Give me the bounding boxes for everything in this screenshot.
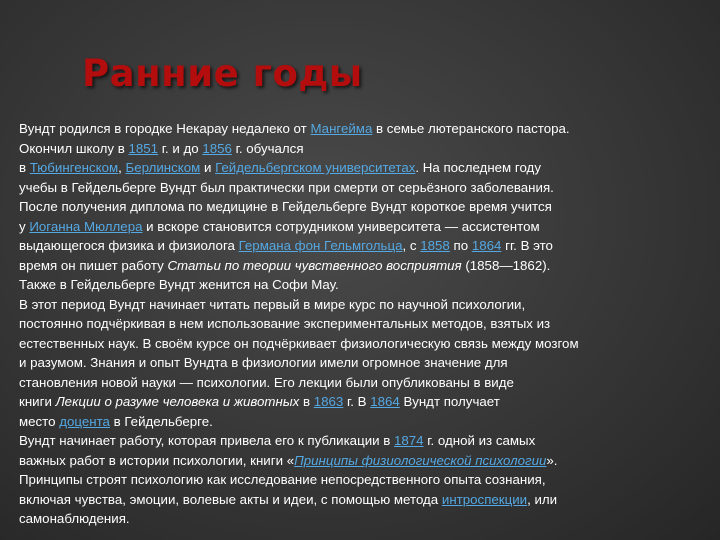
hyperlink[interactable]: Гейдельбергском университетах xyxy=(215,160,416,175)
body-text: г. В xyxy=(343,394,371,409)
body-text: г. и до xyxy=(158,140,203,156)
body-text: в Гейдельберге. xyxy=(109,413,213,429)
hyperlink[interactable]: 1874 xyxy=(394,433,424,448)
paragraph xyxy=(19,119,719,295)
hyperlink[interactable]: 1851 xyxy=(128,140,159,156)
body-text: по xyxy=(449,238,472,253)
body-text: , или самонаблюдения. xyxy=(19,491,558,526)
paragraph xyxy=(19,295,719,432)
body-text: г. одной из самых важных работ в истории психологии, книги « xyxy=(19,433,536,468)
hyperlink[interactable]: Берлинском xyxy=(125,160,201,175)
body-text: в семье лютеранского пастора. Окончил школу в xyxy=(19,121,570,156)
hyperlink[interactable]: 1856 xyxy=(202,140,232,156)
italic-title-text: Лекции о разуме человека и животных xyxy=(55,394,300,409)
body-text: , с xyxy=(402,238,421,253)
hyperlink[interactable]: Тюбингенском xyxy=(29,160,119,175)
body-text: Вундт начинает работу, которая привела его к публикации в xyxy=(19,433,394,448)
hyperlink[interactable]: Принципы физиологической психологии xyxy=(294,452,547,468)
hyperlink[interactable]: Германа фон Гельмгольца xyxy=(238,238,403,253)
body-text: . На последнем году учебы в Гейдельберге Вундт был практически при смерти от серьёзного заболевания. После получения диплома по медицине в Гейдельберге Вундт короткое время учится у xyxy=(19,160,554,234)
hyperlink[interactable]: 1864 xyxy=(370,394,400,409)
slide-title: Ранние годы xyxy=(82,52,363,95)
body-text: гг. В это время он пишет работу xyxy=(19,238,553,273)
hyperlink[interactable]: 1864 xyxy=(471,238,502,253)
hyperlink[interactable]: интроспекции xyxy=(441,491,528,507)
hyperlink[interactable]: Иоганна Мюллера xyxy=(29,218,143,234)
body-text: , xyxy=(118,160,126,175)
slide-body xyxy=(19,119,719,529)
body-text: и xyxy=(200,160,216,175)
body-text: г. обучался в xyxy=(19,140,304,175)
italic-title-text: Статьи по теории чувственного восприятия xyxy=(167,257,462,273)
paragraph xyxy=(19,431,719,529)
body-text: Вундт получает место xyxy=(19,394,500,429)
hyperlink[interactable]: доцента xyxy=(59,413,110,429)
body-text: и вскоре становится сотрудником университета — ассистентом выдающегося физика и физиолога xyxy=(19,218,540,253)
body-text: ». Принципы строят психологию как исследование непосредственного опыта сознания, включая чувства, эмоции, волевые акты и идеи, с помощью метода xyxy=(19,452,558,507)
body-text: В этот период Вундт начинает читать первый в мире курс по научной психологии, постоянно подчёркивая в нем использование экспериментальных методов, взятых из естественных наук. В своём курсе он подчёркивает физиологическую связь между мозгом и разумом. Знания и опыт Вундта в физиологии имели огромное значение для становления новой науки — психологии. Его лекции были опубликованы в виде книги xyxy=(19,296,579,409)
hyperlink[interactable]: 1863 xyxy=(313,394,344,409)
body-text: (1858—1862). Также в Гейдельберге Вундт женится на Софи Мау. xyxy=(19,257,551,292)
body-text: в xyxy=(299,394,314,409)
hyperlink[interactable]: 1858 xyxy=(420,238,450,253)
body-text: Вундт родился в городке Некарау недалеко от xyxy=(19,121,311,136)
hyperlink[interactable]: Мангейма xyxy=(310,121,373,136)
